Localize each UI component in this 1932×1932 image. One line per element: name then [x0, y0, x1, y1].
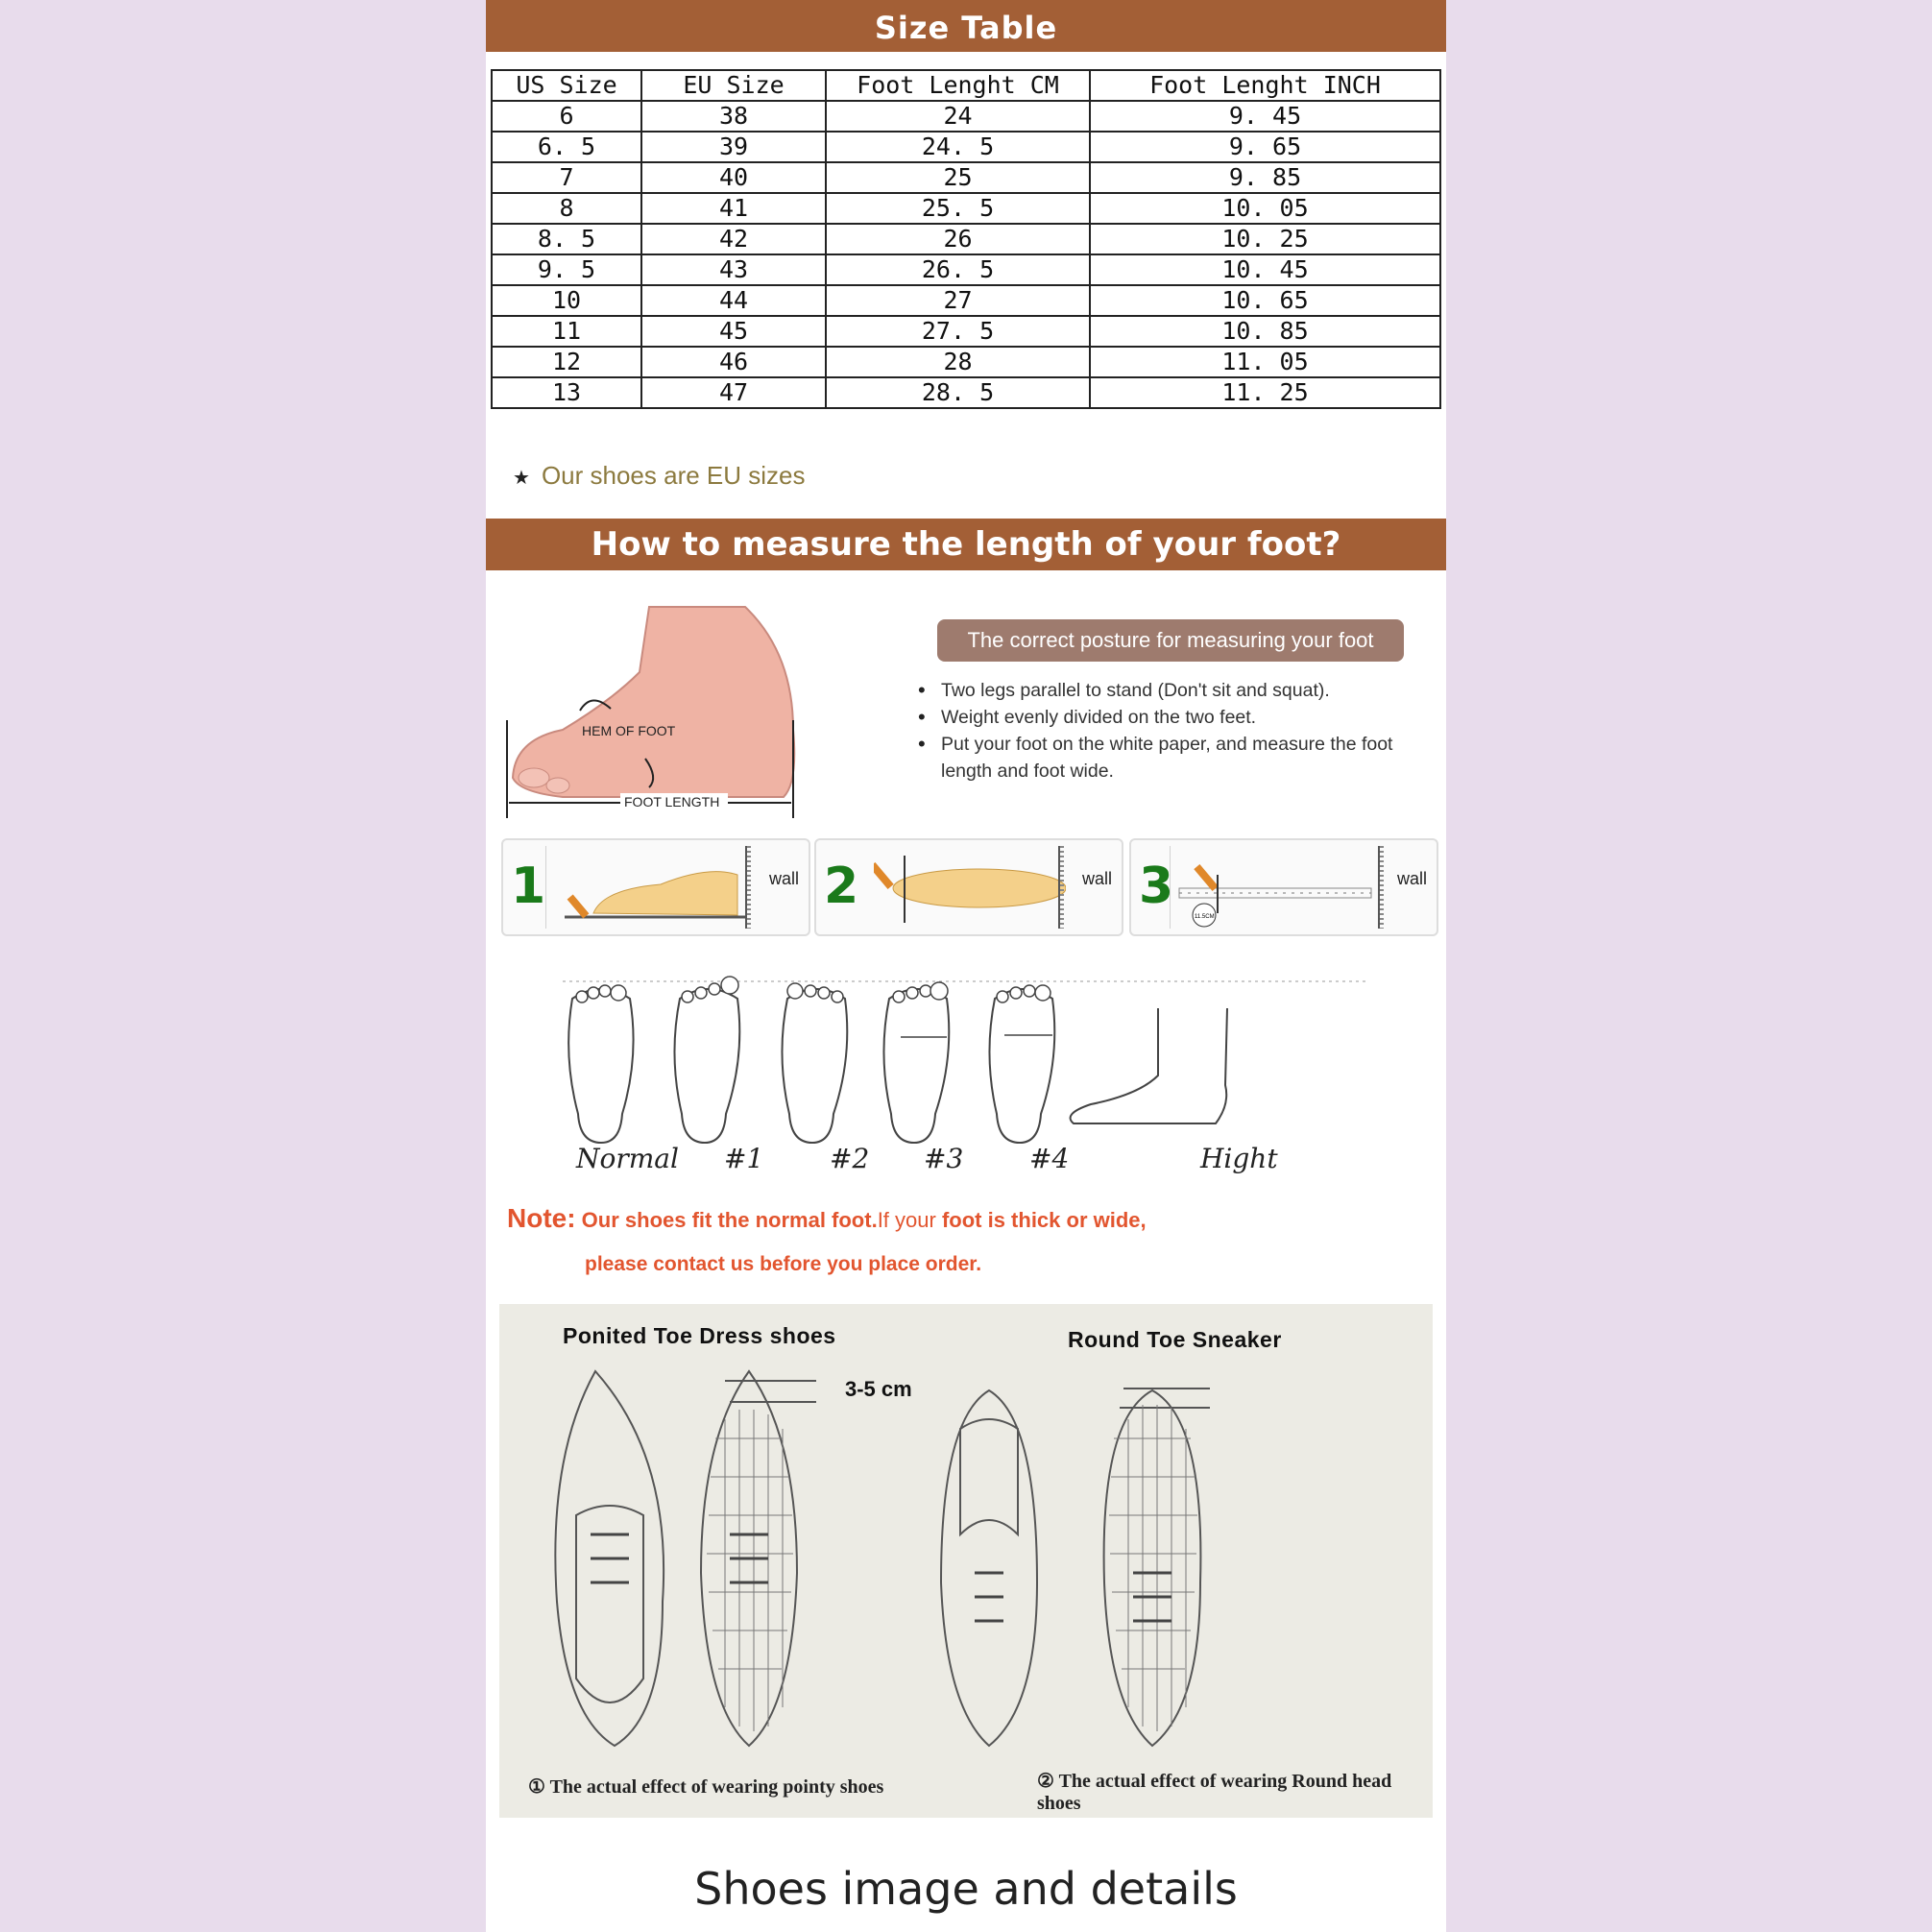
table-row	[492, 101, 1440, 132]
table-row	[492, 224, 1440, 254]
foot-type-label: #2	[830, 1143, 870, 1174]
size-table-title: Size Table	[486, 0, 1446, 52]
table-cell: 26. 5	[826, 254, 1090, 285]
table-cell: 6. 5	[492, 132, 641, 162]
table-cell: 24	[826, 101, 1090, 132]
fit-note-line2: please contact us before you place order.	[585, 1253, 982, 1275]
table-cell: 43	[641, 254, 826, 285]
size-guide-panel	[486, 0, 1446, 1932]
ruler-measure-icon	[1170, 846, 1381, 929]
table-cell: 45	[641, 316, 826, 347]
table-cell: 12	[492, 347, 641, 377]
wall-label: wall	[768, 869, 799, 888]
round-caption: ② The actual effect of wearing Round head shoes	[1037, 1771, 1392, 1814]
pointed-toe-title: Ponited Toe Dress shoes	[563, 1323, 836, 1348]
table-row	[492, 347, 1440, 377]
table-cell: 28. 5	[826, 377, 1090, 408]
header-foot-length-inch: Foot Lenght INCH	[1090, 70, 1440, 101]
table-cell: 13	[492, 377, 641, 408]
foot-type-label: Normal	[576, 1143, 679, 1174]
foot-side-illustration	[505, 595, 812, 826]
table-row	[492, 285, 1440, 316]
step-number: 2	[824, 857, 859, 915]
foot-type-label: #1	[724, 1143, 764, 1174]
wall-icon	[1376, 846, 1388, 929]
table-row	[492, 132, 1440, 162]
wall-icon	[1056, 846, 1068, 929]
fit-note: Note: Our shoes fit the normal foot.If your foot is thick or wide,	[507, 1203, 1147, 1233]
foot-type-label: Hight	[1200, 1143, 1278, 1174]
table-cell: 9. 65	[1090, 132, 1440, 162]
posture-item: • Two legs parallel to stand (Don't sit and squat).	[918, 677, 1440, 704]
wall-icon	[743, 846, 755, 929]
posture-item: • Weight evenly divided on the two feet.	[918, 704, 1440, 731]
toe-distance-label: 3-5 cm	[845, 1377, 912, 1401]
table-cell: 38	[641, 101, 826, 132]
header-eu-size: EU Size	[641, 70, 826, 101]
step-number: 1	[511, 857, 546, 915]
table-cell: 9. 5	[492, 254, 641, 285]
wall-label: wall	[1396, 869, 1427, 888]
table-row	[492, 254, 1440, 285]
table-cell: 25. 5	[826, 193, 1090, 224]
table-cell: 26	[826, 224, 1090, 254]
pointed-caption: ① The actual effect of wearing pointy shoes	[528, 1776, 884, 1798]
table-cell: 8. 5	[492, 224, 641, 254]
shoes-illustration	[538, 1362, 1402, 1765]
table-cell: 9. 85	[1090, 162, 1440, 193]
posture-item: • Put your foot on the white paper, and measure the foot length and foot wide.	[918, 731, 1440, 785]
table-cell: 6	[492, 101, 641, 132]
table-cell: 39	[641, 132, 826, 162]
table-cell: 11	[492, 316, 641, 347]
table-cell: 8	[492, 193, 641, 224]
bullet-icon: ★	[513, 468, 530, 489]
table-header-row	[492, 70, 1440, 101]
measure-step-3	[1129, 838, 1438, 936]
table-cell: 40	[641, 162, 826, 193]
table-cell: 10. 85	[1090, 316, 1440, 347]
shoe-comparison	[499, 1304, 1433, 1818]
table-cell: 10. 65	[1090, 285, 1440, 316]
svg-text:11.5CM: 11.5CM	[1195, 914, 1215, 920]
table-cell: 47	[641, 377, 826, 408]
measure-step-2	[814, 838, 1123, 936]
measure-title: How to measure the length of your foot?	[486, 519, 1446, 570]
table-cell: 11. 05	[1090, 347, 1440, 377]
table-row	[492, 162, 1440, 193]
table-row	[492, 377, 1440, 408]
table-cell: 11. 25	[1090, 377, 1440, 408]
posture-list	[918, 677, 1440, 785]
table-cell: 41	[641, 193, 826, 224]
table-cell: 9. 45	[1090, 101, 1440, 132]
table-cell: 42	[641, 224, 826, 254]
table-row	[492, 316, 1440, 347]
measure-step-1	[501, 838, 810, 936]
note-label: Note:	[507, 1203, 576, 1233]
hem-of-foot-label: HEM OF FOOT	[582, 723, 676, 738]
header-foot-length-cm: Foot Lenght CM	[826, 70, 1090, 101]
table-cell: 10. 25	[1090, 224, 1440, 254]
round-toe-title: Round Toe Sneaker	[1068, 1327, 1282, 1352]
table-cell: 7	[492, 162, 641, 193]
foot-on-paper-icon	[545, 846, 747, 929]
table-cell: 44	[641, 285, 826, 316]
step-number: 3	[1139, 857, 1174, 915]
table-cell: 27. 5	[826, 316, 1090, 347]
table-cell: 24. 5	[826, 132, 1090, 162]
foot-top-view-icon	[874, 846, 1066, 929]
table-cell: 10	[492, 285, 641, 316]
size-table	[491, 69, 1441, 409]
eu-size-note: ★ Our shoes are EU sizes	[513, 461, 806, 490]
foot-type-label: #3	[924, 1143, 964, 1174]
header-us-size: US Size	[492, 70, 641, 101]
wall-label: wall	[1081, 869, 1112, 888]
foot-type-label: #4	[1029, 1143, 1070, 1174]
posture-title: The correct posture for measuring your foot	[937, 619, 1404, 662]
table-cell: 25	[826, 162, 1090, 193]
table-cell: 27	[826, 285, 1090, 316]
foot-length-label: FOOT LENGTH	[624, 794, 720, 809]
table-cell: 28	[826, 347, 1090, 377]
table-cell: 10. 05	[1090, 193, 1440, 224]
footer-title: Shoes image and details	[694, 1863, 1238, 1915]
table-row	[492, 193, 1440, 224]
table-cell: 46	[641, 347, 826, 377]
table-cell: 10. 45	[1090, 254, 1440, 285]
